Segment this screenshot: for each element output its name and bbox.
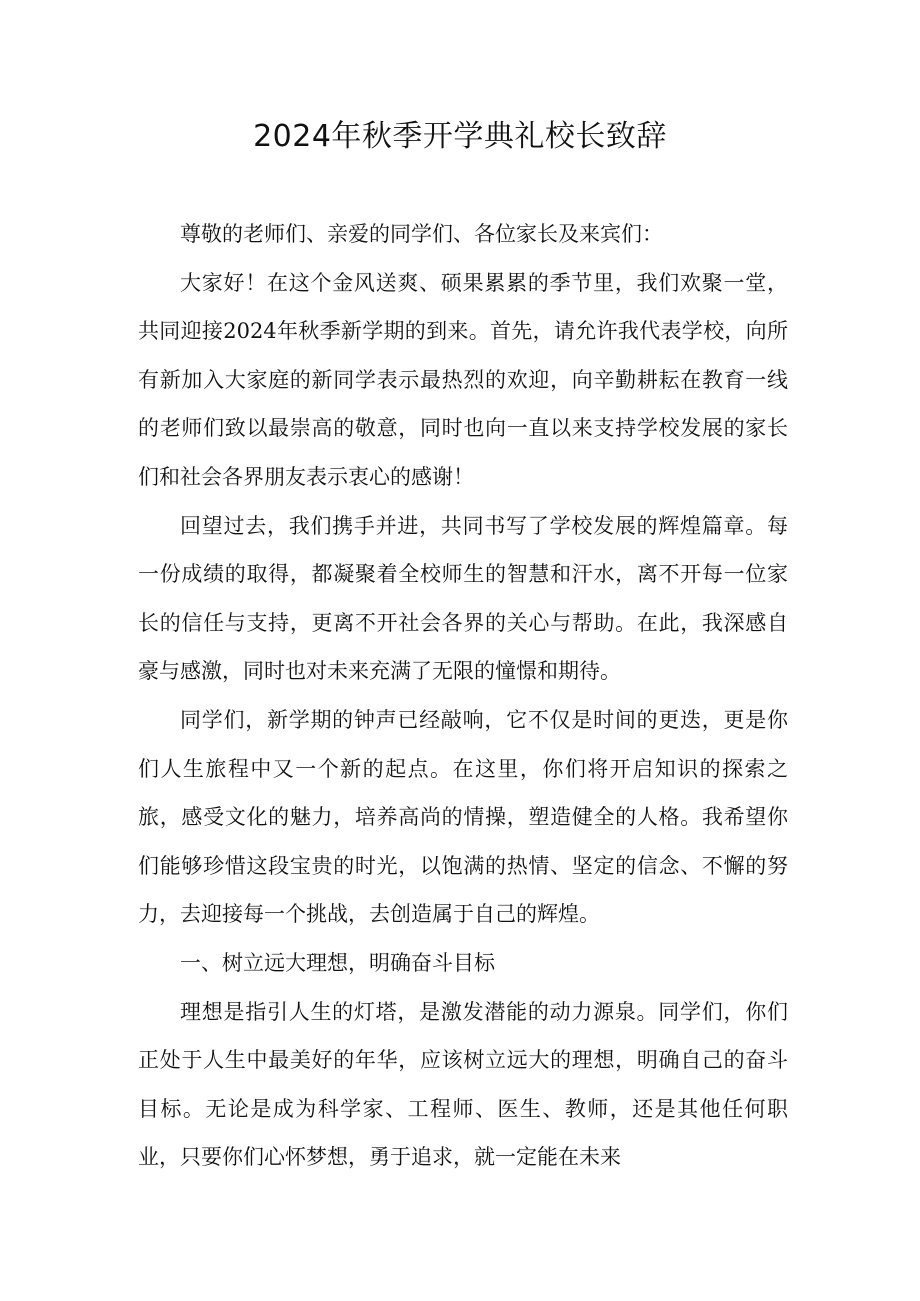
paragraph-ideals: 理想是指引人生的灯塔，是激发潜能的动力源泉。同学们，你们正处于人生中最美好的年华，应该树立远大的理想，明确自己的奋斗目标。无论是成为科学家、工程师、医生、教师，还是其他任何职业，只要你们心怀梦想，勇于追求，就一定能在未来 xyxy=(138,999,788,1170)
paragraph-review: 回望过去，我们携手并进，共同书写了学校发展的辉煌篇章。每一份成绩的取得，都凝聚着全校师生的智慧和汗水，离不开每一位家长的信任与支持，更离不开社会各界的关心与帮助。在此，我深感自豪与感激，同时也对未来充满了无限的憧憬和期待。 xyxy=(138,513,788,684)
paragraph-new-semester: 同学们，新学期的钟声已经敲响，它不仅是时间的更迭，更是你们人生旅程中又一个新的起点。在这里，你们将开启知识的探索之旅，感受文化的魅力，培养高尚的情操，塑造健全的人格。我希望你们能够珍惜这段宝贵的时光，以饱满的热情、坚定的信念、不懈的努力，去迎接每一个挑战，去创造属于自己的辉煌。 xyxy=(138,707,788,927)
document-body xyxy=(138,210,788,1182)
paragraph-salutation: 尊敬的老师们、亲爱的同学们、各位家长及来宾们： xyxy=(180,222,663,246)
paragraph-greeting: 大家好！在这个金风送爽、硕果累累的季节里，我们欢聚一堂，共同迎接2024年秋季新学期的到来。首先，请允许我代表学校，向所有新加入大家庭的新同学表示最热烈的欢迎，向辛勤耕耘在教育一线的老师们致以最崇高的敬意，同时也向一直以来支持学校发展的家长们和社会各界朋友表示衷心的感谢！ xyxy=(138,270,788,489)
section-heading: 一、树立远大理想，明确奋斗目标 xyxy=(180,950,495,975)
document-title: 2024年秋季开学典礼校长致辞 xyxy=(253,119,667,154)
